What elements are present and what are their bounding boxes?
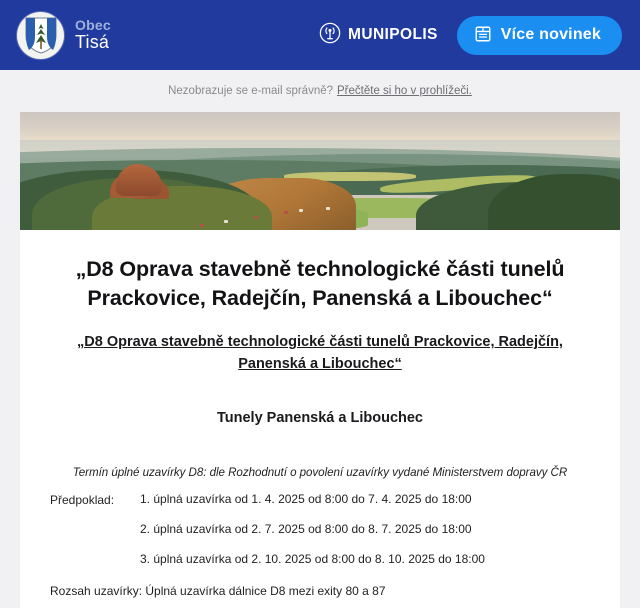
- hero-village-roof: [284, 211, 288, 214]
- newsletter-card: [20, 112, 620, 608]
- closure-term-note: Termín úplné uzavírky D8: dle Rozhodnutí o povolení uzavírky vydané Ministerstvem dopravy ČR: [72, 465, 568, 479]
- list-item: 1. úplná uzavírka od 1. 4. 2025 od 8:00 do 7. 4. 2025 do 18:00: [140, 491, 472, 506]
- site-header: [0, 0, 640, 70]
- brand-block[interactable]: [17, 12, 111, 59]
- newspaper-icon: [474, 25, 492, 46]
- preheader-bar: [0, 70, 640, 112]
- hero-village-roof: [200, 224, 204, 227]
- brand-line-one: Obec: [75, 16, 111, 33]
- section-heading: Tunely Panenská a Libouchec: [216, 409, 424, 426]
- hero-village-roof: [254, 216, 258, 219]
- more-news-button[interactable]: [457, 16, 622, 55]
- list-item: 2. úplná uzavírka od 2. 7. 2025 od 8:00 do 8. 7. 2025 do 18:00: [140, 521, 472, 536]
- closure-scope: Rozsah uzavírky: Úplná uzavírka dálnice D8 mezi exity 80 a 87: [50, 583, 386, 598]
- broadcast-signal-icon: [319, 22, 341, 49]
- article-title: „D8 Oprava stavebně technologické části tunelů Prackovice, Radejčín, Panenská a Libouchec“: [75, 257, 565, 311]
- hero-village-house: [224, 220, 228, 223]
- list-item: 3. úplná uzavírka od 2. 10. 2025 od 8:00 do 8. 10. 2025 do 18:00: [140, 551, 485, 566]
- munipolis-label: MUNIPOLIS: [348, 26, 438, 43]
- munipolis-logo[interactable]: [319, 22, 438, 49]
- hero-image: [20, 112, 620, 230]
- view-in-browser-link[interactable]: Přečtěte si ho v prohlížeči.: [337, 85, 472, 97]
- header-right-group: [319, 16, 622, 55]
- article-subtitle: „D8 Oprava stavebně technologické části tunelů Prackovice, Radejčín, Panenská a Libouchec“: [77, 334, 563, 373]
- more-news-label: Více novinek: [500, 26, 601, 43]
- brand-line-two: Tisá: [75, 31, 110, 52]
- hero-village-house: [299, 209, 303, 212]
- closure-schedule: [50, 492, 590, 566]
- preheader-text: Nezobrazuje se e-mail správně?: [168, 85, 334, 97]
- closure-list: [140, 492, 590, 566]
- assumption-label: Předpoklad:: [50, 492, 115, 507]
- article-body: [20, 230, 620, 608]
- brand-text: [75, 18, 111, 53]
- hero-village-house: [326, 207, 330, 210]
- coat-of-arms-icon: [17, 12, 64, 59]
